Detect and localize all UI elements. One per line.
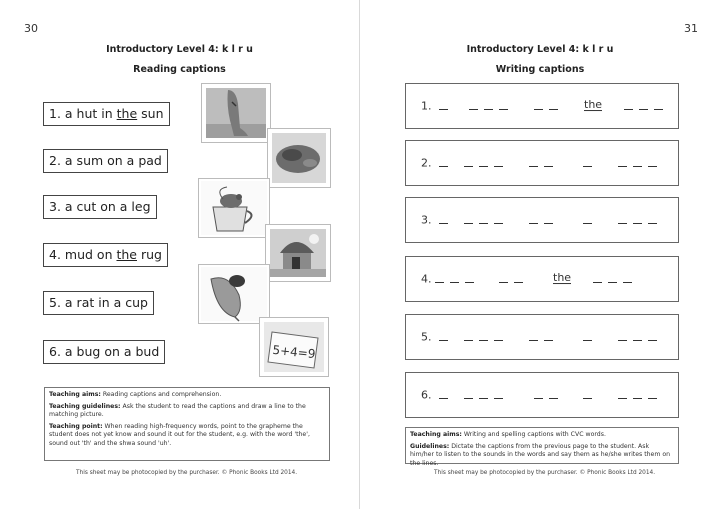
teaching-aims-label: Teaching aims:: [49, 391, 101, 398]
teaching-guidelines-text: Ask the student to read the captions and draw a line to the matching picture.: [49, 402, 306, 419]
caption-number: 2.: [49, 153, 61, 168]
writing-row-2[interactable]: [405, 140, 679, 186]
caption-text-end: rug: [137, 247, 162, 262]
writing-row-6[interactable]: [405, 372, 679, 418]
row-word: the: [553, 271, 572, 285]
page-subtitle: Writing captions: [495, 64, 585, 75]
caption-box-3[interactable]: [43, 195, 157, 219]
caption-box-2[interactable]: [43, 149, 168, 173]
page-number: 31: [684, 22, 698, 35]
mud-on-rug-photo[interactable]: [267, 128, 331, 188]
row-number: 3.: [421, 213, 432, 227]
row-number: 1.: [421, 99, 432, 113]
caption-box-1[interactable]: [43, 102, 170, 126]
caption-number: 3.: [49, 199, 61, 214]
row-number: 6.: [421, 388, 432, 402]
page-number: 30: [24, 22, 38, 35]
caption-underlined-word: the: [116, 106, 138, 121]
cut-leg-photo[interactable]: [201, 83, 271, 143]
caption-text: a sum on a pad: [64, 153, 162, 168]
guidelines-text: Dictate the captions from the previous page to the student. Ask him/her to listen to the sounds in the words and say them as he/she writes them on the lines.: [410, 442, 671, 467]
teaching-notes: [44, 387, 330, 461]
caption-box-6[interactable]: [43, 340, 165, 364]
footer-text: This sheet may be photocopied by the purchaser. © Phonic Books Ltd 2014.: [434, 470, 656, 476]
page-title: Introductory Level 4: k l r u: [466, 44, 614, 55]
writing-row-1[interactable]: [405, 83, 679, 129]
row-number: 5.: [421, 330, 432, 344]
bug-on-bud-photo[interactable]: [198, 264, 270, 324]
row-word: the: [584, 98, 603, 112]
row-number: 2.: [421, 156, 432, 170]
caption-text-end: sun: [137, 106, 164, 121]
caption-text: a rat in a cup: [64, 295, 148, 310]
page-subtitle: Reading captions: [133, 64, 226, 75]
writing-row-3[interactable]: [405, 197, 679, 243]
writing-row-4[interactable]: [405, 256, 679, 302]
teaching-aims-text: Reading captions and comprehension.: [100, 391, 222, 398]
page-title: Introductory Level 4: k l r u: [106, 44, 253, 55]
hut-photo[interactable]: [265, 224, 331, 282]
writing-teaching-notes: [405, 427, 679, 467]
teaching-aims-text: Writing and spelling captions with CVC words.: [461, 431, 606, 438]
caption-box-4[interactable]: [43, 243, 168, 267]
guidelines-label: Guidelines:: [410, 442, 450, 450]
teaching-guidelines-label: Teaching guidelines:: [49, 402, 121, 410]
teaching-aims-label: Teaching aims:: [410, 431, 462, 438]
teaching-point-text: When reading high-frequency words, point to the grapheme the student does not yet know and sound it out for the student, e.g. with the word 'the', sound out 'th' and the shwa sound 'uh'.: [49, 422, 310, 447]
sum-on-pad-photo[interactable]: [259, 317, 329, 377]
row-number: 4.: [421, 272, 432, 286]
caption-text: mud on: [64, 247, 117, 262]
caption-box-5[interactable]: [43, 291, 154, 315]
teaching-point-label: Teaching point:: [49, 422, 103, 430]
caption-number: 6.: [49, 344, 61, 359]
caption-number: 5.: [49, 295, 61, 310]
pad-sum-text: 5+4=9: [271, 342, 317, 362]
rat-in-cup-photo[interactable]: [198, 178, 270, 238]
writing-row-5[interactable]: [405, 314, 679, 360]
caption-text: a cut on a leg: [64, 199, 151, 214]
caption-number: 1.: [49, 106, 61, 121]
caption-text: a bug on a bud: [64, 344, 160, 359]
caption-number: 4.: [49, 247, 61, 262]
caption-underlined-word: the: [116, 247, 137, 262]
footer-text: This sheet may be photocopied by the purchaser. © Phonic Books Ltd 2014.: [76, 470, 298, 476]
caption-text: a hut in: [64, 106, 117, 121]
